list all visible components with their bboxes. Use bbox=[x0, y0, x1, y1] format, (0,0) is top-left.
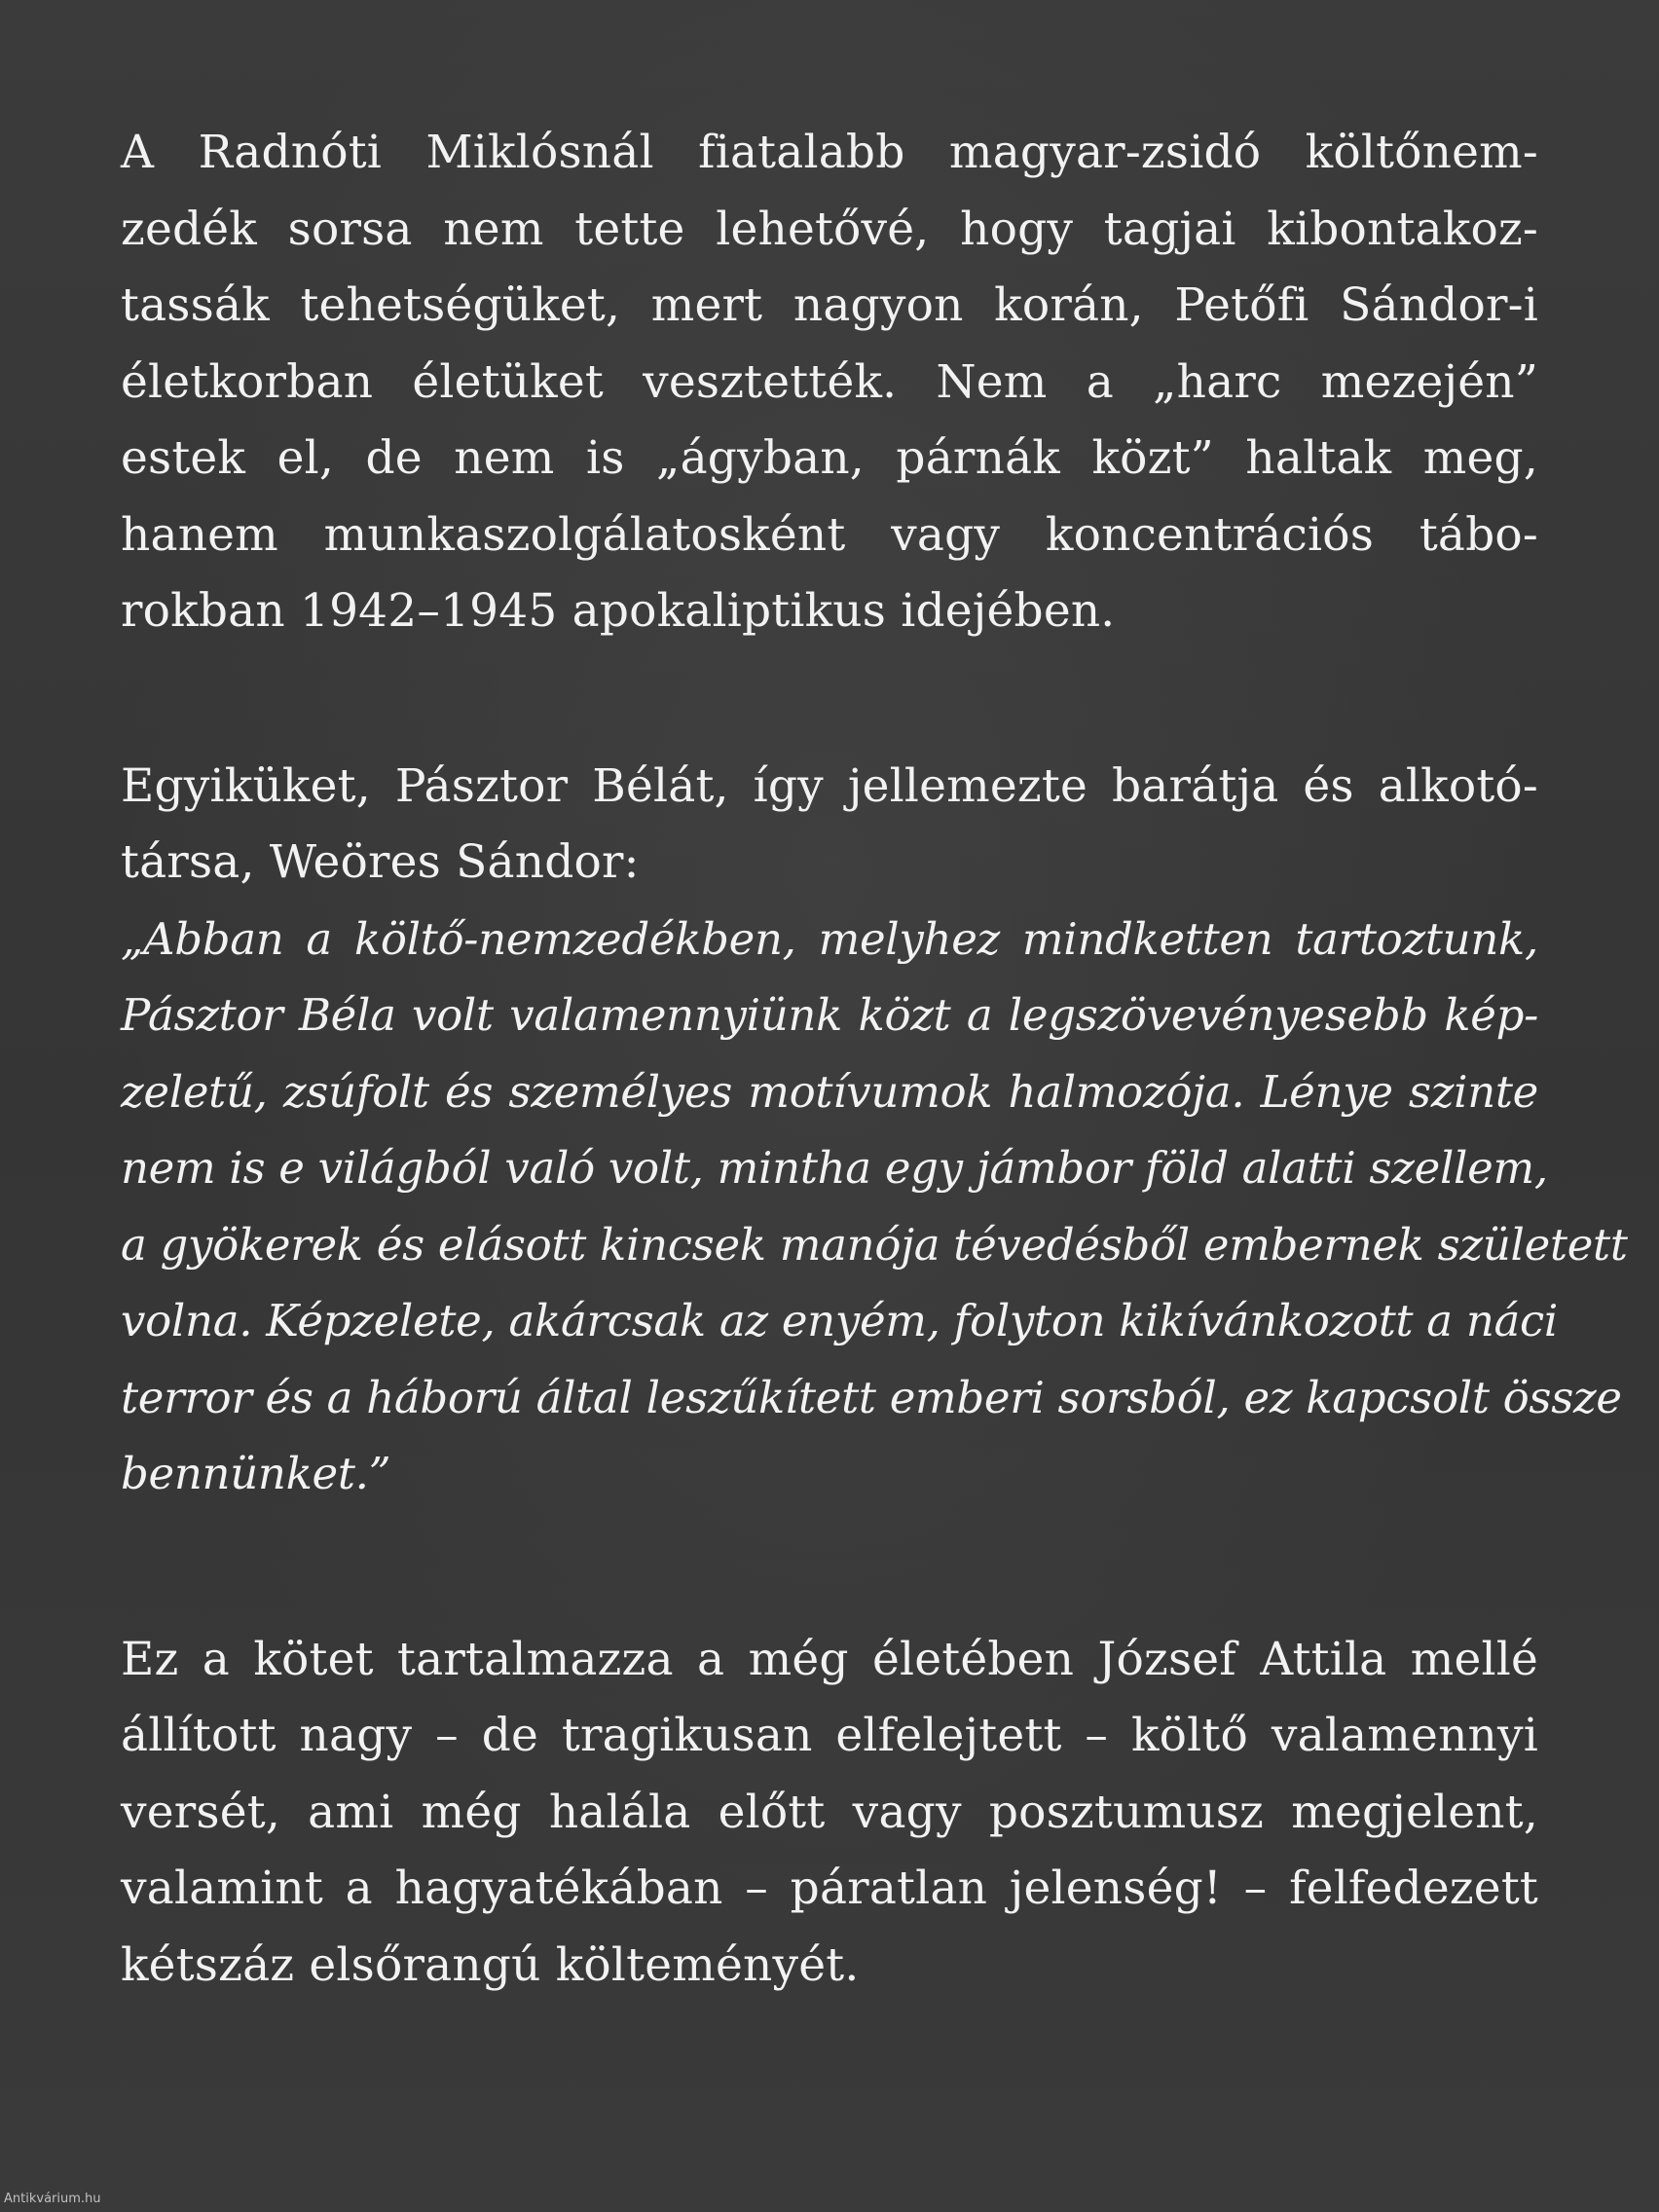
paragraph-volume bbox=[121, 1622, 1538, 2005]
text-line: állított nagy – de tragikusan elfelejtett – költő valamennyi bbox=[121, 1709, 1538, 1762]
quote-line: terror és a háború által leszűkített emberi sorsból, ez kapcsolt össze bbox=[121, 1371, 1622, 1423]
quote-line: a gyökerek és elásott kincsek manója tévedésből embernek született bbox=[121, 1218, 1628, 1271]
quote-line: bennünket.” bbox=[121, 1448, 391, 1499]
watermark: Antikvárium.hu bbox=[4, 2192, 101, 2206]
text-line: kétszáz elsőrangú költeményét. bbox=[121, 1937, 860, 1992]
text-line: Ez a kötet tartalmazza a még életében József Attila mellé bbox=[121, 1632, 1538, 1686]
text-line: zedék sorsa nem tette lehetővé, hogy tagjai kibontakoz- bbox=[121, 202, 1538, 256]
text-line: életkorban életüket vesztették. Nem a „harc mezején” bbox=[121, 354, 1538, 409]
text-line: társa, Weöres Sándor: bbox=[121, 835, 640, 889]
quote-line: nem is e világból való volt, mintha egy jámbor föld alatti szellem, bbox=[121, 1142, 1548, 1194]
back-cover-text bbox=[121, 115, 1628, 2004]
text-line: versét, ami még halála előtt vagy posztumusz megjelent, bbox=[121, 1785, 1538, 1839]
text-line: valamint a hagyatékában – páratlan jelenség! – felfedezett bbox=[121, 1862, 1538, 1915]
text-line: hanem munkaszolgálatosként vagy koncentrációs tábo- bbox=[121, 507, 1538, 562]
quote-line: zeletű, zsúfolt és személyes motívumok halmozója. Lénye szinte bbox=[121, 1065, 1538, 1118]
text-line: estek el, de nem is „ágyban, párnák közt” haltak meg, bbox=[121, 431, 1538, 485]
quote-line: volna. Képzelete, akárcsak az enyém, folyton kikívánkozott a náci bbox=[121, 1295, 1559, 1346]
weores-quote bbox=[121, 902, 1628, 1513]
text-line: tassák tehetségüket, mert nagyon korán, Petőfi Sándor-i bbox=[121, 278, 1538, 332]
text-line: A Radnóti Miklósnál fiatalabb magyar-zsidó költőnem- bbox=[121, 126, 1538, 179]
quote-line: „Abban a költő-nemzedékben, melyhez mindketten tartoztunk, bbox=[121, 912, 1538, 965]
text-line: Egyiküket, Pásztor Bélát, így jellemezte barátja és alkotó- bbox=[121, 758, 1538, 813]
quote-line: Pásztor Béla volt valamennyiünk közt a legszövevényesebb kép- bbox=[121, 989, 1538, 1041]
paragraph-weores bbox=[121, 749, 1628, 1513]
paragraph-intro bbox=[121, 115, 1538, 650]
text-line: rokban 1942–1945 apokaliptikus idejében. bbox=[121, 584, 1116, 638]
